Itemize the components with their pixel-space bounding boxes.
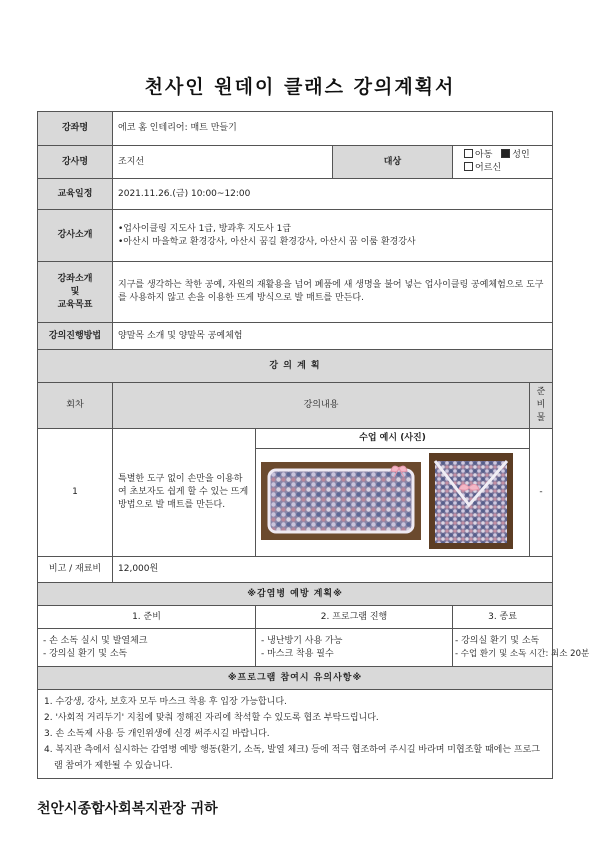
prevention-col-end: 3. 종료 <box>453 606 553 629</box>
lecture-plan-form <box>37 111 590 779</box>
prevention-item: - 손 소독 실시 및 발열체크 <box>43 635 148 646</box>
plan-description: 특별한 도구 없이 손만을 이용하여 초보자도 쉽게 할 수 있는 뜨게 방법으로 발 매트를 만든다. <box>113 429 256 557</box>
prevention-item: - 수업 환기 및 소독 시간: 최소 20분 <box>455 648 590 659</box>
instructor-label: 강사명 <box>38 146 113 179</box>
method-value: 양말목 소개 및 양말목 공예체험 <box>113 323 553 350</box>
prevention-item: - 냉난방기 사용 가능 <box>261 635 343 646</box>
page-title: 천사인 원데이 클래스 강의계획서 <box>144 76 456 98</box>
method-label: 강의진행방법 <box>38 323 113 350</box>
target-options <box>453 146 553 179</box>
note-item: 3. 손 소독제 사용 등 개인위생에 신경 써주시길 바랍니다. <box>44 729 270 739</box>
prevention-end-items <box>453 629 590 667</box>
note-item: 1. 수강생, 강사, 보호자 모두 마스크 착용 후 입장 가능합니다. <box>44 697 287 707</box>
prevention-section-title: ※감염병 예방 계획※ <box>38 583 553 606</box>
schedule-label: 교육일정 <box>38 179 113 210</box>
plan-photo-cell <box>256 429 530 557</box>
prevention-progress-items <box>256 629 453 667</box>
target-option-child: 아동 <box>475 150 493 160</box>
goal-label <box>38 262 113 323</box>
fee-label: 비고 / 재료비 <box>38 557 113 583</box>
plan-col-session: 회차 <box>38 383 113 429</box>
target-option-senior: 어르신 <box>475 163 502 173</box>
course-name-value: 에코 홈 인테리어: 매트 만들기 <box>113 112 553 146</box>
plan-session-number: 1 <box>38 429 113 557</box>
prevention-prepare-items <box>38 629 256 667</box>
prevention-col-prepare: 1. 준비 <box>38 606 256 629</box>
schedule-value: 2021.11.26.(금) 10:00~12:00 <box>113 179 553 210</box>
goal-label-line: 및 <box>70 286 80 297</box>
target-checkbox-child[interactable] <box>464 149 473 158</box>
intro-line: •업사이클링 지도사 1급, 방과후 지도사 1급 <box>118 223 292 234</box>
notes-section-title: ※프로그램 참여시 유의사항※ <box>38 667 553 690</box>
intro-line: •아산시 마을학교 환경강사, 아산시 꿈길 환경강사, 아산시 꿈 이룸 환경강사 <box>118 236 416 247</box>
plan-prep-value: - <box>530 429 553 557</box>
mat-photo-main <box>261 462 421 540</box>
target-label: 대상 <box>333 146 453 179</box>
intro-value <box>113 210 553 262</box>
plan-col-prep: 준 비 물 <box>530 383 553 429</box>
target-checkbox-senior[interactable] <box>464 162 473 171</box>
prevention-item: - 강의실 환기 및 소독 <box>455 635 540 646</box>
note-item: 4. 복지관 측에서 실시하는 감염병 예방 행동(환기, 소독, 발열 체크) 등에 적극 협조하여 주시길 바라며 미협조할 때에는 프로그램 참여가 제한될 수 있습니다. <box>44 745 540 771</box>
course-name-label: 강좌명 <box>38 112 113 146</box>
goal-label-line: 강좌소개 <box>57 273 93 284</box>
goal-value: 지구를 생각하는 착한 공예, 자원의 재활용을 넘어 폐품에 새 생명을 불어 넣는 업사이클링 공예체험으로 도구를 사용하지 않고 손을 이용한 뜨게 방식으로 발 매트를 만든다. <box>113 262 553 323</box>
plan-col-content: 강의내용 <box>113 383 530 429</box>
prevention-col-progress: 2. 프로그램 진행 <box>256 606 453 629</box>
footer-recipient: 천안시종합사회복지관장 귀하 <box>37 801 218 817</box>
intro-label: 강사소개 <box>38 210 113 262</box>
note-item: 2. '사회적 거리두기' 지침에 맞춰 정해진 자리에 착석할 수 있도록 협조 부탁드립니다. <box>44 713 379 723</box>
notes-list <box>38 690 553 779</box>
prevention-item: - 강의실 환기 및 소독 <box>43 648 128 659</box>
target-checkbox-adult[interactable] <box>501 149 510 158</box>
goal-label-line: 교육목표 <box>57 299 93 310</box>
mat-photo-detail <box>429 453 513 549</box>
fee-value: 12,000원 <box>113 557 553 583</box>
prevention-item: - 마스크 착용 필수 <box>261 648 334 659</box>
plan-section-title: 강 의 계 획 <box>38 350 553 383</box>
instructor-value: 조지선 <box>113 146 333 179</box>
target-option-adult: 성인 <box>512 150 530 160</box>
photo-caption: 수업 예시 (사진) <box>256 429 529 449</box>
